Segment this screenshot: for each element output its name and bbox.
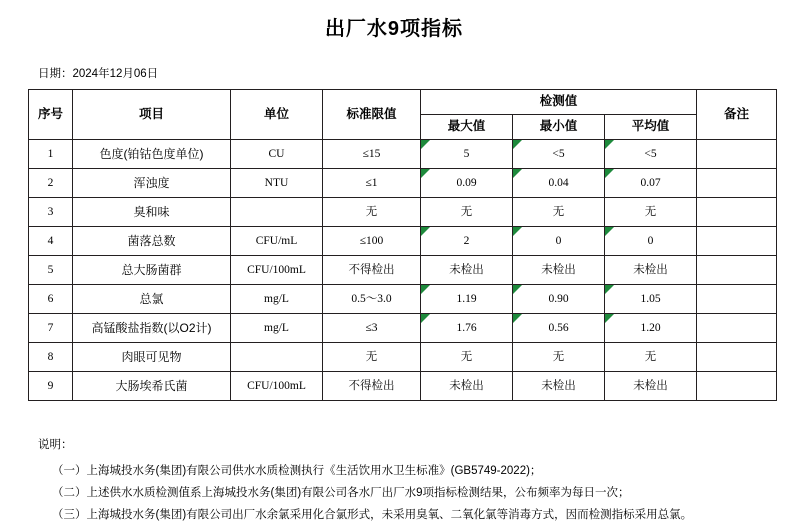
cell-limit: 0.5～3.0: [323, 285, 421, 314]
note-line: （一）上海城投水务(集团)有限公司供水水质检测执行《生活饮用水卫生标准》(GB5749-2022)；: [52, 464, 542, 477]
cell-item: 肉眼可见物: [73, 343, 231, 372]
table-header-row-1: [29, 90, 777, 115]
cell-remark: [697, 285, 777, 314]
cell-item: 浑浊度: [73, 169, 231, 198]
cell-item: 臭和味: [73, 198, 231, 227]
page-title: 出厂水9项指标: [324, 18, 464, 40]
cell-no: 2: [29, 169, 73, 198]
cell-item: 大肠埃希氏菌: [73, 372, 231, 401]
cell-max: 1.76: [421, 314, 513, 343]
cell-no: 9: [29, 372, 73, 401]
header-max: 最大值: [421, 115, 513, 140]
header-remark: 备注: [697, 90, 777, 140]
cell-remark: [697, 198, 777, 227]
cell-limit: 无: [323, 343, 421, 372]
cell-limit: ≤15: [323, 140, 421, 169]
cell-no: 4: [29, 227, 73, 256]
cell-avg: <5: [605, 140, 697, 169]
cell-min: 未检出: [513, 372, 605, 401]
cell-unit: mg/L: [231, 285, 323, 314]
note-line: （二）上述供水水质检测值系上海城投水务(集团)有限公司各水厂出厂水9项指标检测结果，公布频率为每日一次；: [52, 486, 630, 499]
cell-avg: 1.20: [605, 314, 697, 343]
header-no: 序号: [29, 90, 73, 140]
notes-section: [38, 435, 788, 526]
cell-min: 0.04: [513, 169, 605, 198]
cell-min: 0.56: [513, 314, 605, 343]
cell-min: 未检出: [513, 256, 605, 285]
header-avg: 平均值: [605, 115, 697, 140]
cell-remark: [697, 169, 777, 198]
cell-min: <5: [513, 140, 605, 169]
cell-max: 无: [421, 198, 513, 227]
cell-avg: 未检出: [605, 256, 697, 285]
cell-unit: [231, 343, 323, 372]
cell-remark: [697, 314, 777, 343]
cell-max: 2: [421, 227, 513, 256]
cell-remark: [697, 372, 777, 401]
report-table-container: [28, 89, 760, 401]
table-row: [29, 169, 777, 198]
cell-no: 8: [29, 343, 73, 372]
table-row: [29, 227, 777, 256]
table-header: [29, 90, 777, 140]
table-row: [29, 140, 777, 169]
cell-max: 未检出: [421, 256, 513, 285]
cell-item: 菌落总数: [73, 227, 231, 256]
cell-avg: 0.07: [605, 169, 697, 198]
cell-limit: ≤100: [323, 227, 421, 256]
cell-max: 5: [421, 140, 513, 169]
cell-min: 无: [513, 198, 605, 227]
cell-avg: 无: [605, 198, 697, 227]
cell-no: 6: [29, 285, 73, 314]
header-detection: 检测值: [421, 90, 697, 115]
cell-avg: 0: [605, 227, 697, 256]
header-unit: 单位: [231, 90, 323, 140]
cell-limit: 无: [323, 198, 421, 227]
cell-max: 无: [421, 343, 513, 372]
cell-limit: ≤3: [323, 314, 421, 343]
header-item: 项目: [73, 90, 231, 140]
cell-avg: 无: [605, 343, 697, 372]
cell-avg: 1.05: [605, 285, 697, 314]
cell-min: 无: [513, 343, 605, 372]
notes-title: 说明：: [38, 439, 73, 451]
cell-item: 总大肠菌群: [73, 256, 231, 285]
cell-item: 高锰酸盐指数(以O2计): [73, 314, 231, 343]
cell-limit: 不得检出: [323, 256, 421, 285]
cell-remark: [697, 256, 777, 285]
table-body: [29, 140, 777, 401]
cell-min: 0.90: [513, 285, 605, 314]
note-line: （三）上海城投水务(集团)有限公司出厂水余氯采用化合氯形式，未采用臭氧、二氧化氯等消毒方式，因而检测指标采用总氯。: [52, 508, 693, 521]
cell-unit: CU: [231, 140, 323, 169]
cell-avg: 未检出: [605, 372, 697, 401]
cell-min: 0: [513, 227, 605, 256]
table-row: [29, 314, 777, 343]
cell-remark: [697, 140, 777, 169]
table-row: [29, 285, 777, 314]
cell-max: 未检出: [421, 372, 513, 401]
cell-remark: [697, 227, 777, 256]
header-min: 最小值: [513, 115, 605, 140]
report-date: 日期：2024年12月06日: [38, 68, 159, 80]
cell-unit: CFU/100mL: [231, 372, 323, 401]
table-row: [29, 198, 777, 227]
cell-item: 色度(铂钴色度单位): [73, 140, 231, 169]
cell-no: 3: [29, 198, 73, 227]
water-quality-table: [28, 89, 777, 401]
cell-limit: ≤1: [323, 169, 421, 198]
cell-max: 1.19: [421, 285, 513, 314]
cell-limit: 不得检出: [323, 372, 421, 401]
table-row: [29, 372, 777, 401]
cell-unit: NTU: [231, 169, 323, 198]
cell-unit: [231, 198, 323, 227]
cell-no: 1: [29, 140, 73, 169]
cell-no: 7: [29, 314, 73, 343]
cell-no: 5: [29, 256, 73, 285]
table-row: [29, 256, 777, 285]
cell-unit: CFU/mL: [231, 227, 323, 256]
cell-remark: [697, 343, 777, 372]
cell-unit: mg/L: [231, 314, 323, 343]
cell-item: 总氯: [73, 285, 231, 314]
cell-max: 0.09: [421, 169, 513, 198]
cell-unit: CFU/100mL: [231, 256, 323, 285]
table-row: [29, 343, 777, 372]
header-limit: 标准限值: [323, 90, 421, 140]
